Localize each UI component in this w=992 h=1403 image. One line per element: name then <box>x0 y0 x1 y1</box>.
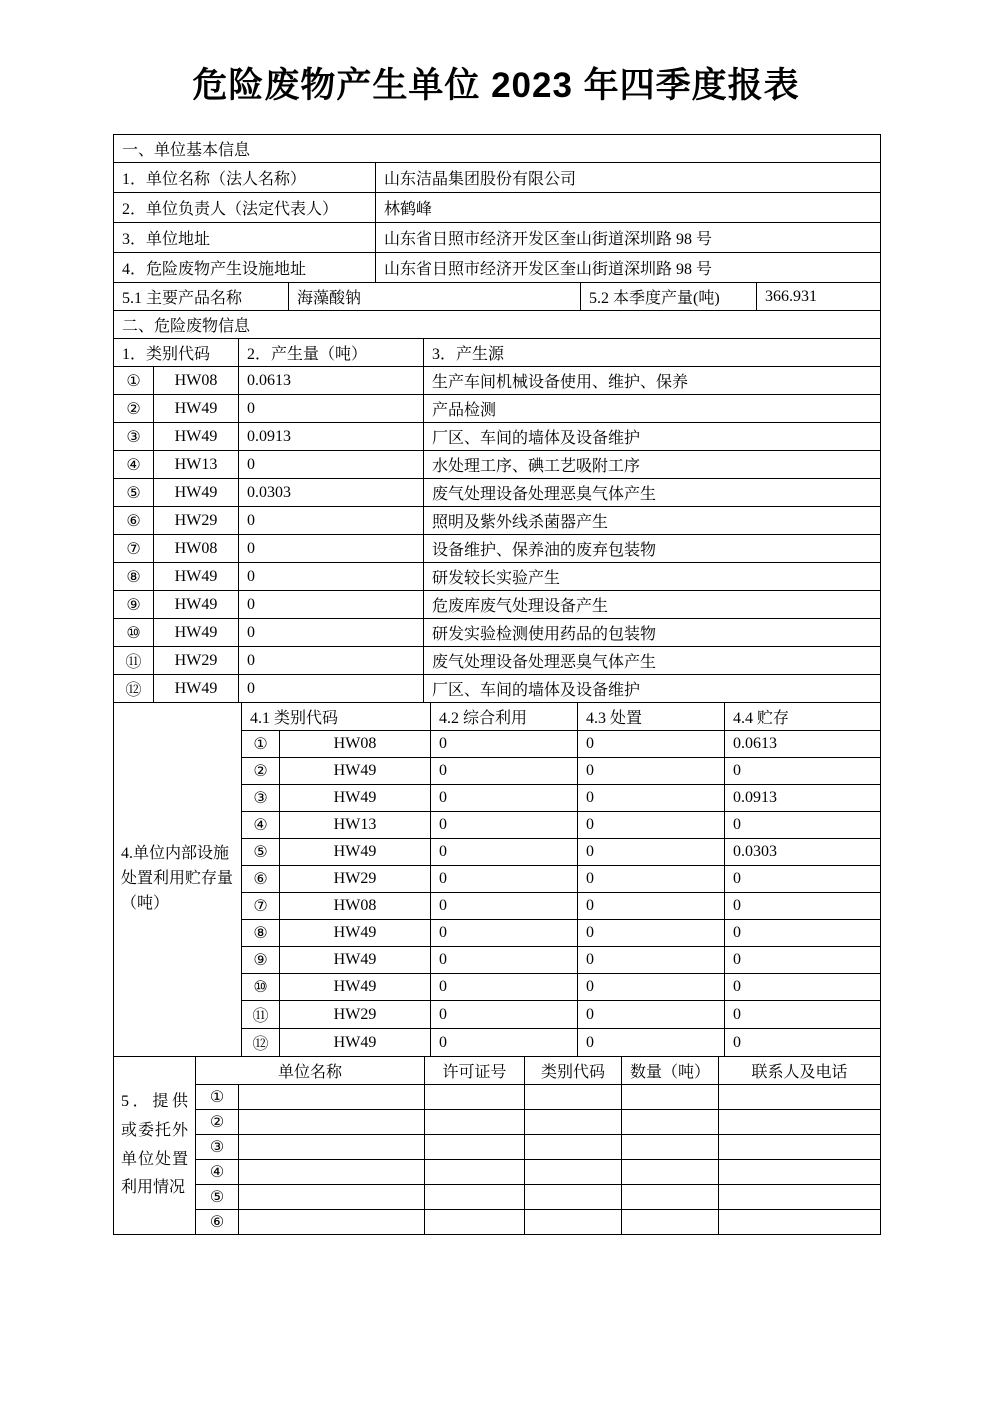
waste-code: HW49 <box>154 423 239 451</box>
internal-store: 0.0913 <box>725 785 881 812</box>
waste-source: 研发实验检测使用药品的包装物 <box>424 619 881 647</box>
external-contact <box>719 1110 881 1135</box>
basic-info-table <box>113 134 881 311</box>
waste-amount: 0 <box>239 395 424 423</box>
external-code <box>525 1210 622 1235</box>
waste-code: HW49 <box>154 479 239 507</box>
waste-no: ① <box>114 367 154 395</box>
unit-head-value: 林鹤峰 <box>376 193 881 223</box>
internal-dispose: 0 <box>578 758 725 785</box>
unit-name-label: 1．单位名称（法人名称） <box>114 163 376 193</box>
waste-amount: 0.0913 <box>239 423 424 451</box>
internal-header-store: 4.4 贮存 <box>725 703 881 731</box>
waste-row <box>114 535 881 563</box>
internal-no: ① <box>242 731 280 758</box>
external-row <box>114 1210 881 1235</box>
internal-dispose: 0 <box>578 947 725 974</box>
waste-row <box>114 423 881 451</box>
internal-store: 0 <box>725 947 881 974</box>
internal-no: ⑫ <box>242 1029 280 1057</box>
internal-no: ⑪ <box>242 1001 280 1029</box>
basic-info-section-title: 一、单位基本信息 <box>114 135 881 163</box>
waste-amount: 0.0613 <box>239 367 424 395</box>
external-handling-table <box>113 1056 881 1235</box>
internal-dispose: 0 <box>578 731 725 758</box>
external-header-contact: 联系人及电话 <box>719 1057 881 1085</box>
internal-utilize: 0 <box>431 974 578 1001</box>
external-permit <box>425 1110 525 1135</box>
external-contact <box>719 1085 881 1110</box>
external-no: ③ <box>196 1135 239 1160</box>
waste-code: HW49 <box>154 395 239 423</box>
internal-no: ⑦ <box>242 893 280 920</box>
waste-header-source: 3．产生源 <box>424 339 881 367</box>
waste-source: 危废库废气处理设备产生 <box>424 591 881 619</box>
waste-code: HW49 <box>154 675 239 703</box>
internal-utilize: 0 <box>431 731 578 758</box>
external-unit-name <box>239 1160 425 1185</box>
external-contact <box>719 1185 881 1210</box>
internal-utilize: 0 <box>431 758 578 785</box>
external-permit <box>425 1185 525 1210</box>
waste-header-amount: 2．产生量（吨） <box>239 339 424 367</box>
waste-source: 水处理工序、碘工艺吸附工序 <box>424 451 881 479</box>
internal-dispose: 0 <box>578 1029 725 1057</box>
external-header-code: 类别代码 <box>525 1057 622 1085</box>
external-header-qty: 数量（吨） <box>622 1057 719 1085</box>
external-code <box>525 1185 622 1210</box>
internal-code: HW49 <box>280 839 431 866</box>
external-row <box>114 1135 881 1160</box>
waste-no: ③ <box>114 423 154 451</box>
waste-info-table <box>113 310 881 703</box>
waste-row <box>114 479 881 507</box>
external-unit-name <box>239 1185 425 1210</box>
waste-no: ⑤ <box>114 479 154 507</box>
waste-code: HW08 <box>154 535 239 563</box>
waste-source: 厂区、车间的墙体及设备维护 <box>424 675 881 703</box>
external-no: ⑥ <box>196 1210 239 1235</box>
external-contact <box>719 1135 881 1160</box>
internal-header-dispose: 4.3 处置 <box>578 703 725 731</box>
external-contact <box>719 1160 881 1185</box>
external-qty <box>622 1135 719 1160</box>
external-handling-label: 5．提供或委托外单位处置利用情况 <box>114 1057 196 1235</box>
waste-no: ④ <box>114 451 154 479</box>
external-code <box>525 1135 622 1160</box>
waste-row <box>114 591 881 619</box>
waste-row <box>114 367 881 395</box>
external-row <box>114 1185 881 1210</box>
waste-code: HW49 <box>154 563 239 591</box>
internal-no: ④ <box>242 812 280 839</box>
internal-store: 0.0613 <box>725 731 881 758</box>
waste-code: HW13 <box>154 451 239 479</box>
waste-row <box>114 619 881 647</box>
external-permit <box>425 1085 525 1110</box>
internal-handling-label: 4.单位内部设施处置利用贮存量（吨） <box>114 703 242 1057</box>
external-no: ⑤ <box>196 1185 239 1210</box>
external-qty <box>622 1185 719 1210</box>
external-row <box>114 1160 881 1185</box>
external-unit-name <box>239 1110 425 1135</box>
internal-header-code: 4.1 类别代码 <box>242 703 431 731</box>
internal-utilize: 0 <box>431 866 578 893</box>
external-code <box>525 1110 622 1135</box>
waste-row <box>114 451 881 479</box>
internal-no: ⑤ <box>242 839 280 866</box>
internal-code: HW49 <box>280 920 431 947</box>
external-unit-name <box>239 1085 425 1110</box>
internal-handling-table <box>113 702 881 1057</box>
waste-code: HW29 <box>154 507 239 535</box>
external-permit <box>425 1210 525 1235</box>
waste-no: ⑫ <box>114 675 154 703</box>
internal-utilize: 0 <box>431 1001 578 1029</box>
internal-code: HW49 <box>280 785 431 812</box>
waste-no: ⑪ <box>114 647 154 675</box>
waste-amount: 0 <box>239 451 424 479</box>
waste-no: ⑦ <box>114 535 154 563</box>
internal-dispose: 0 <box>578 812 725 839</box>
internal-no: ⑥ <box>242 866 280 893</box>
waste-source: 研发较长实验产生 <box>424 563 881 591</box>
waste-amount: 0 <box>239 563 424 591</box>
internal-code: HW49 <box>280 758 431 785</box>
internal-store: 0 <box>725 893 881 920</box>
waste-source: 生产车间机械设备使用、维护、保养 <box>424 367 881 395</box>
internal-store: 0 <box>725 866 881 893</box>
internal-no: ⑩ <box>242 974 280 1001</box>
internal-dispose: 0 <box>578 920 725 947</box>
internal-code: HW08 <box>280 731 431 758</box>
waste-amount: 0 <box>239 591 424 619</box>
waste-source: 废气处理设备处理恶臭气体产生 <box>424 479 881 507</box>
internal-utilize: 0 <box>431 920 578 947</box>
internal-dispose: 0 <box>578 785 725 812</box>
internal-header-utilize: 4.2 综合利用 <box>431 703 578 731</box>
external-no: ② <box>196 1110 239 1135</box>
waste-code: HW08 <box>154 367 239 395</box>
internal-store: 0 <box>725 1001 881 1029</box>
waste-row <box>114 563 881 591</box>
waste-amount: 0 <box>239 619 424 647</box>
waste-amount: 0 <box>239 647 424 675</box>
internal-store: 0 <box>725 974 881 1001</box>
internal-utilize: 0 <box>431 893 578 920</box>
waste-source: 产品检测 <box>424 395 881 423</box>
external-permit <box>425 1160 525 1185</box>
internal-code: HW08 <box>280 893 431 920</box>
internal-utilize: 0 <box>431 1029 578 1057</box>
product-name-label: 5.1 主要产品名称 <box>114 283 289 311</box>
waste-amount: 0 <box>239 675 424 703</box>
waste-row <box>114 647 881 675</box>
internal-dispose: 0 <box>578 1001 725 1029</box>
external-qty <box>622 1110 719 1135</box>
internal-store: 0.0303 <box>725 839 881 866</box>
internal-code: HW13 <box>280 812 431 839</box>
unit-address-label: 3．单位地址 <box>114 223 376 253</box>
external-row <box>114 1085 881 1110</box>
waste-header-code: 1．类别代码 <box>114 339 239 367</box>
external-code <box>525 1160 622 1185</box>
page-title: 危险废物产生单位 2023 年四季度报表 <box>192 66 800 105</box>
internal-dispose: 0 <box>578 866 725 893</box>
internal-code: HW49 <box>280 1029 431 1057</box>
external-header-permit: 许可证号 <box>425 1057 525 1085</box>
waste-no: ⑩ <box>114 619 154 647</box>
waste-no: ⑨ <box>114 591 154 619</box>
internal-store: 0 <box>725 1029 881 1057</box>
external-permit <box>425 1135 525 1160</box>
waste-source: 废气处理设备处理恶臭气体产生 <box>424 647 881 675</box>
waste-row <box>114 507 881 535</box>
unit-head-label: 2．单位负责人（法定代表人） <box>114 193 376 223</box>
waste-source: 厂区、车间的墙体及设备维护 <box>424 423 881 451</box>
internal-utilize: 0 <box>431 947 578 974</box>
internal-code: HW49 <box>280 974 431 1001</box>
internal-code: HW29 <box>280 1001 431 1029</box>
external-qty <box>622 1160 719 1185</box>
internal-dispose: 0 <box>578 974 725 1001</box>
waste-source: 照明及紫外线杀菌器产生 <box>424 507 881 535</box>
internal-no: ⑨ <box>242 947 280 974</box>
waste-amount: 0 <box>239 507 424 535</box>
internal-utilize: 0 <box>431 812 578 839</box>
external-no: ④ <box>196 1160 239 1185</box>
external-unit-name <box>239 1210 425 1235</box>
quarter-output-label: 5.2 本季度产量(吨) <box>581 283 757 311</box>
internal-utilize: 0 <box>431 839 578 866</box>
waste-no: ⑥ <box>114 507 154 535</box>
waste-amount: 0 <box>239 535 424 563</box>
internal-dispose: 0 <box>578 839 725 866</box>
external-qty <box>622 1085 719 1110</box>
internal-code: HW29 <box>280 866 431 893</box>
unit-address-value: 山东省日照市经济开发区奎山街道深圳路 98 号 <box>376 223 881 253</box>
internal-dispose: 0 <box>578 893 725 920</box>
waste-info-section-title: 二、危险废物信息 <box>114 311 881 339</box>
waste-row <box>114 675 881 703</box>
internal-store: 0 <box>725 812 881 839</box>
waste-no: ② <box>114 395 154 423</box>
internal-utilize: 0 <box>431 785 578 812</box>
internal-store: 0 <box>725 920 881 947</box>
waste-no: ⑧ <box>114 563 154 591</box>
waste-code: HW49 <box>154 591 239 619</box>
product-name-value: 海藻酸钠 <box>289 283 581 311</box>
external-row <box>114 1110 881 1135</box>
external-header-name: 单位名称 <box>196 1057 425 1085</box>
waste-amount: 0.0303 <box>239 479 424 507</box>
facility-address-label: 4．危险废物产生设施地址 <box>114 253 376 283</box>
external-unit-name <box>239 1135 425 1160</box>
report-sheet <box>113 134 880 1235</box>
internal-no: ⑧ <box>242 920 280 947</box>
internal-code: HW49 <box>280 947 431 974</box>
external-contact <box>719 1210 881 1235</box>
facility-address-value: 山东省日照市经济开发区奎山街道深圳路 98 号 <box>376 253 881 283</box>
external-code <box>525 1085 622 1110</box>
unit-name-value: 山东洁晶集团股份有限公司 <box>376 163 881 193</box>
waste-row <box>114 395 881 423</box>
waste-code: HW29 <box>154 647 239 675</box>
external-qty <box>622 1210 719 1235</box>
waste-source: 设备维护、保养油的废弃包装物 <box>424 535 881 563</box>
external-no: ① <box>196 1085 239 1110</box>
internal-no: ② <box>242 758 280 785</box>
quarter-output-value: 366.931 <box>757 283 881 311</box>
internal-no: ③ <box>242 785 280 812</box>
internal-store: 0 <box>725 758 881 785</box>
waste-code: HW49 <box>154 619 239 647</box>
